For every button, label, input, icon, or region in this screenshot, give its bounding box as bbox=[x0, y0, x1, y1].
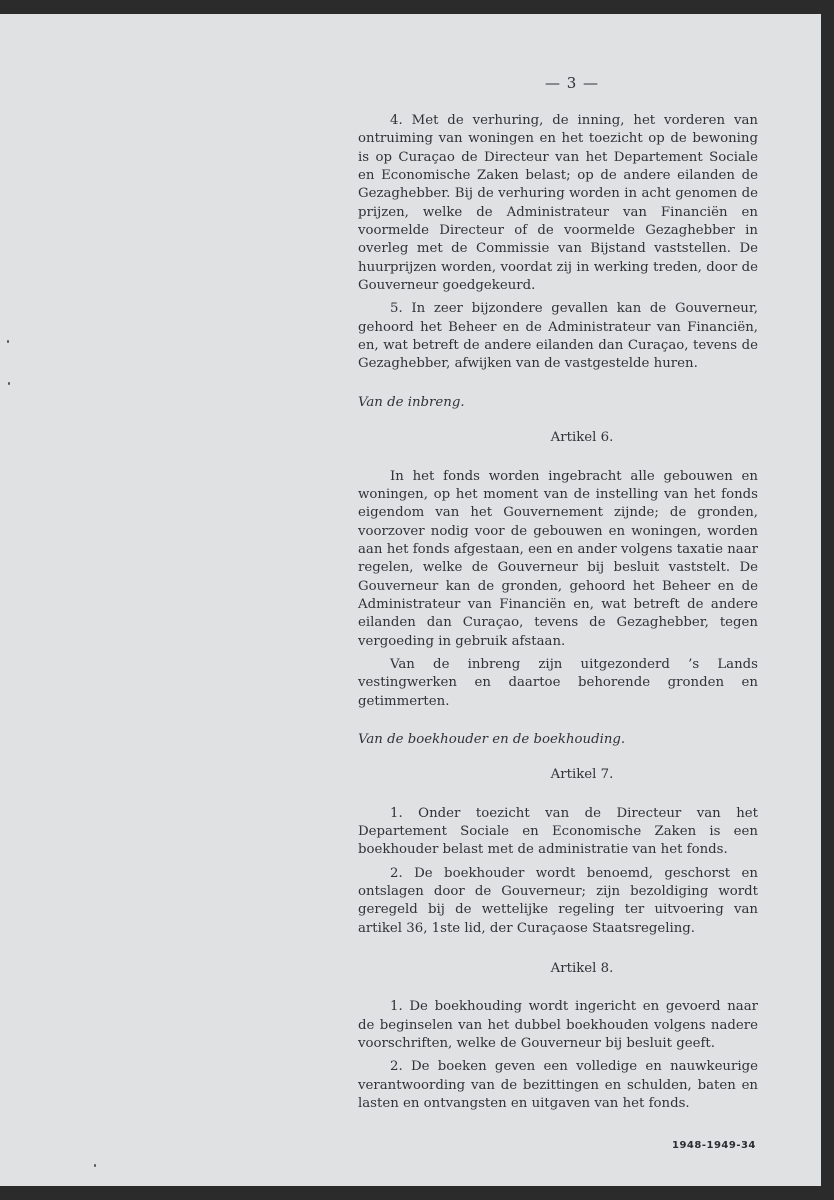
paper-speck bbox=[8, 382, 10, 385]
paragraph-art8-lid1: 1. De boekhouding wordt ingericht en gevoerd naar de beginselen van het dubbel boekhouden volgens nadere voorschriften, welke de Gouverneur bij besluit geeft. bbox=[358, 999, 758, 1052]
paragraph-art6-1: In het fonds worden ingebracht alle gebouwen en woningen, op het moment van de instelling van het fonds eigendom van het Gouvernement zijnde; de gronden, voorzover nodig voor de gebouwen en woningen, worden aan het fonds afgestaan, een en ander volgens taxatie naar regelen, welke de Gouverneur bij besluit vaststelt. De Gouverneur kan de gronden, gehoord het Beheer en de Administrateur van Financiën en, wat betreft de andere eilanden dan Curaçao, tevens de Gezaghebber, tegen vergoeding in gebruik afstaan. bbox=[358, 468, 758, 649]
paper-speck bbox=[7, 340, 9, 343]
paragraph-art7-lid1: 1. Onder toezicht van de Directeur van het Departement Sociale en Economische Zaken is een boekhouder belast met de administratie van het fonds. bbox=[358, 805, 758, 858]
section-heading-boekhouder: Van de boekhouder en de boekhouding. bbox=[358, 731, 626, 747]
paragraph-art5-lid4: 4. Met de verhuring, de inning, het vorderen van ontruiming van woningen en het toezicht op de bewoning is op Curaçao de Directeur van het Departement Sociale en Economische Zaken belast; op de andere eilanden de Gezaghebber. Bij de verhuring worden in acht genomen de prijzen, welke de Administrateur van Financiën en voormelde Directeur of de voormelde Gezaghebber in overleg met de Commissie van Bijstand vaststellen. De huurprijzen worden, voordat zij in werking treden, door de Gouverneur goedgekeurd. bbox=[358, 113, 758, 294]
document-body bbox=[358, 112, 758, 1118]
paragraph-art8-lid2: 2. De boeken geven een volledige en nauwkeurige verantwoording van de bezittingen en schulden, baten en lasten en ontvangsten en uitgaven van het fonds. bbox=[358, 1059, 758, 1112]
paragraph-art7-lid2: 2. De boekhouder wordt benoemd, geschorst en ontslagen door de Gouverneur; zijn bezoldiging wordt geregeld bij de wettelijke regeling ter uitvoering van artikel 36, 1ste lid, der Curaçaose Staatsregeling. bbox=[358, 865, 758, 936]
paper-speck bbox=[94, 1164, 96, 1167]
section-heading-inbreng: Van de inbreng. bbox=[358, 394, 465, 410]
document-page bbox=[0, 14, 821, 1186]
artikel-8-title: Artikel 8. bbox=[550, 961, 614, 977]
artikel-7-title: Artikel 7. bbox=[550, 767, 614, 783]
artikel-6-title: Artikel 6. bbox=[550, 430, 614, 446]
page-number: — 3 — bbox=[544, 74, 600, 92]
paragraph-art6-2: Van de inbreng zijn uitgezonderd ’s Lands vestingwerken en daartoe behorende gronden en getimmerten. bbox=[358, 656, 758, 709]
document-code: 1948-1949-34 bbox=[672, 1140, 756, 1151]
paragraph-art5-lid5: 5. In zeer bijzondere gevallen kan de Gouverneur, gehoord het Beheer en de Administrateur van Financiën, en, wat betreft de andere eilanden dan Curaçao, tevens de Gezaghebber, afwijken van de vastgestelde huren. bbox=[358, 301, 758, 372]
